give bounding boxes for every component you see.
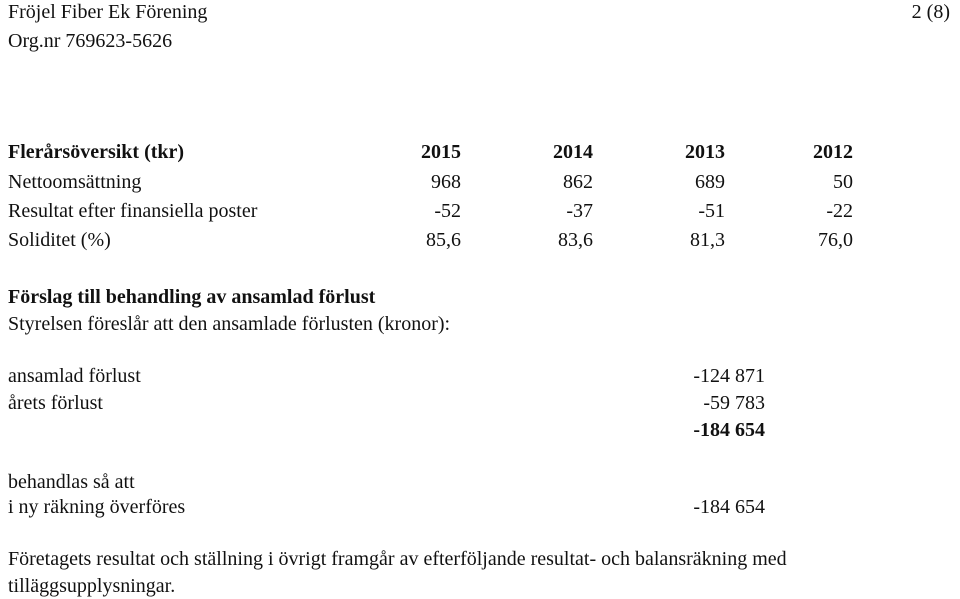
cell-value: 50 [833, 171, 853, 193]
year-header: 2012 [813, 141, 853, 163]
year-loss-amount: -59 783 [703, 392, 765, 414]
year-loss-label: årets förlust [8, 392, 103, 414]
row-label: Resultat efter finansiella poster [8, 200, 258, 222]
cell-value: 862 [563, 171, 593, 193]
accumulated-loss-label: ansamlad förlust [8, 365, 141, 387]
treated-label: behandlas så att [8, 471, 135, 493]
cell-value: 968 [431, 171, 461, 193]
table-row [8, 172, 853, 196]
cell-value: 76,0 [818, 229, 853, 251]
loss-total-amount: -184 654 [693, 419, 765, 441]
proposal-intro: Styrelsen föreslår att den ansamlade förlusten (kronor): [8, 313, 451, 335]
footer-text-line-1: Företagets resultat och ställning i övrigt framgår av efterföljande resultat- och balansräkning med [8, 548, 787, 570]
cell-value: 81,3 [690, 229, 725, 251]
multi-year-title: Flerårsöversikt (tkr) [8, 141, 185, 163]
row-label: Nettoomsättning [8, 171, 142, 193]
footer-text-line-2: tilläggsupplysningar. [8, 575, 176, 597]
carry-forward-label: i ny räkning överföres [8, 496, 186, 518]
page-number: 2 (8) [911, 1, 950, 23]
organization-name: Fröjel Fiber Ek Förening [8, 1, 208, 23]
cell-value: 83,6 [558, 229, 593, 251]
cell-value: -22 [826, 200, 853, 222]
cell-value: 85,6 [426, 229, 461, 251]
accumulated-loss-amount: -124 871 [693, 365, 765, 387]
cell-value: -37 [566, 200, 593, 222]
year-header: 2015 [421, 141, 461, 163]
proposal-heading: Förslag till behandling av ansamlad förlust [8, 286, 376, 308]
organization-number: Org.nr 769623-5626 [8, 30, 173, 52]
cell-value: 689 [695, 171, 725, 193]
table-row [8, 201, 853, 225]
row-label: Soliditet (%) [8, 229, 111, 251]
cell-value: -51 [698, 200, 725, 222]
table-row [8, 230, 853, 254]
year-header: 2014 [553, 141, 593, 163]
year-header: 2013 [685, 141, 725, 163]
cell-value: -52 [434, 200, 461, 222]
multi-year-header-row [8, 142, 853, 166]
carry-forward-amount: -184 654 [693, 496, 765, 518]
